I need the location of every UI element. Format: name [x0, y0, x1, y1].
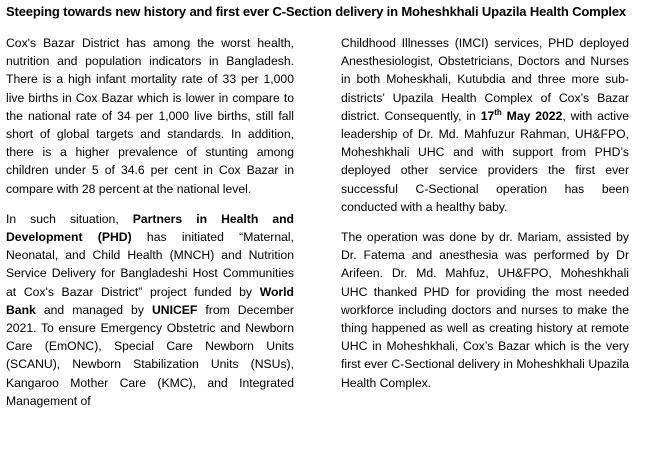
org-name: Partners in Health and Development (PHD): [6, 211, 294, 245]
date-highlight: [481, 109, 563, 123]
date-day: 17: [480, 108, 495, 123]
date-month-year: May 2022: [501, 108, 563, 123]
date-day-suffix: th: [494, 107, 502, 117]
text-run: has initiated “Maternal, Neonatal, and Child Health (MNCH) and Nutrition Service Delivery for Bangladeshi Host Communities at Cox's Bazar District” project funded by: [6, 230, 294, 299]
text-run: from December 2021. To ensure Emergency Obstetric and Newborn Care (EmONC), Special Care Newborn Units (SCANU), Newborn Stabilization Units (NSUs), Kangaroo Mother Care (KMC), and Integrated Management of: [6, 302, 294, 408]
left-column: [6, 34, 294, 422]
article-title: Steeping towards new history and first ever C-Section delivery in Moheshkhali Upazila Health Complex: [6, 4, 626, 19]
text-run: , with active leadership of Dr. Md. Mahfuzur Rahman, UH&FPO, Moheshkhali UHC and with support from PHD’s deployed other service providers the first ever successful C-Sectional operation has been conducted with a healthy baby.: [341, 108, 629, 214]
manager-name: UNICEF: [151, 302, 198, 317]
text-run: and managed by: [35, 302, 152, 317]
paragraph-project: [6, 210, 294, 410]
right-column: [341, 34, 629, 404]
funder-name: World Bank: [6, 284, 294, 317]
text-run: In such situation,: [6, 211, 133, 226]
paragraph-context: Cox's Bazar District has among the worst health, nutrition and population indicators in Bangladesh. There is a high infant mortality rate of 33 per 1,000 live births in Cox Bazar which is lower in compare to the national rate of 34 per 1,000 live births, still fall short of global targets and standards. In addition, there is a higher prevalence of stunting among children under 5 of 34.6 per cent in Cox Bazar in compare with 28 percent at the national level.: [6, 36, 294, 196]
text-run: Childhood Illnesses (IMCI) services, PHD deployed Anesthesiologist, Obstetricians, Doctors and Nurses in both Moheskhali, Kutubdia and three more sub-districts’ Upazila Health Complex of Cox’s Bazar district. Consequently, in: [341, 36, 629, 123]
paragraph-services: [341, 34, 629, 216]
paragraph-operation: The operation was done by dr. Mariam, assisted by Dr. Fatema and anesthesia was performed by Dr Arifeen. Dr. Md. Mahfuz, UH&FPO, Moheshkhali UHC thanked PHD for providing the most needed workforce including doctors and nurses to make the thing happened as well as creating history at remote UHC in Moheshkhali, Cox’s Bazar which is the very first ever C-Sectional delivery in Moheshkhali Upazila Health Complex.: [341, 230, 629, 390]
